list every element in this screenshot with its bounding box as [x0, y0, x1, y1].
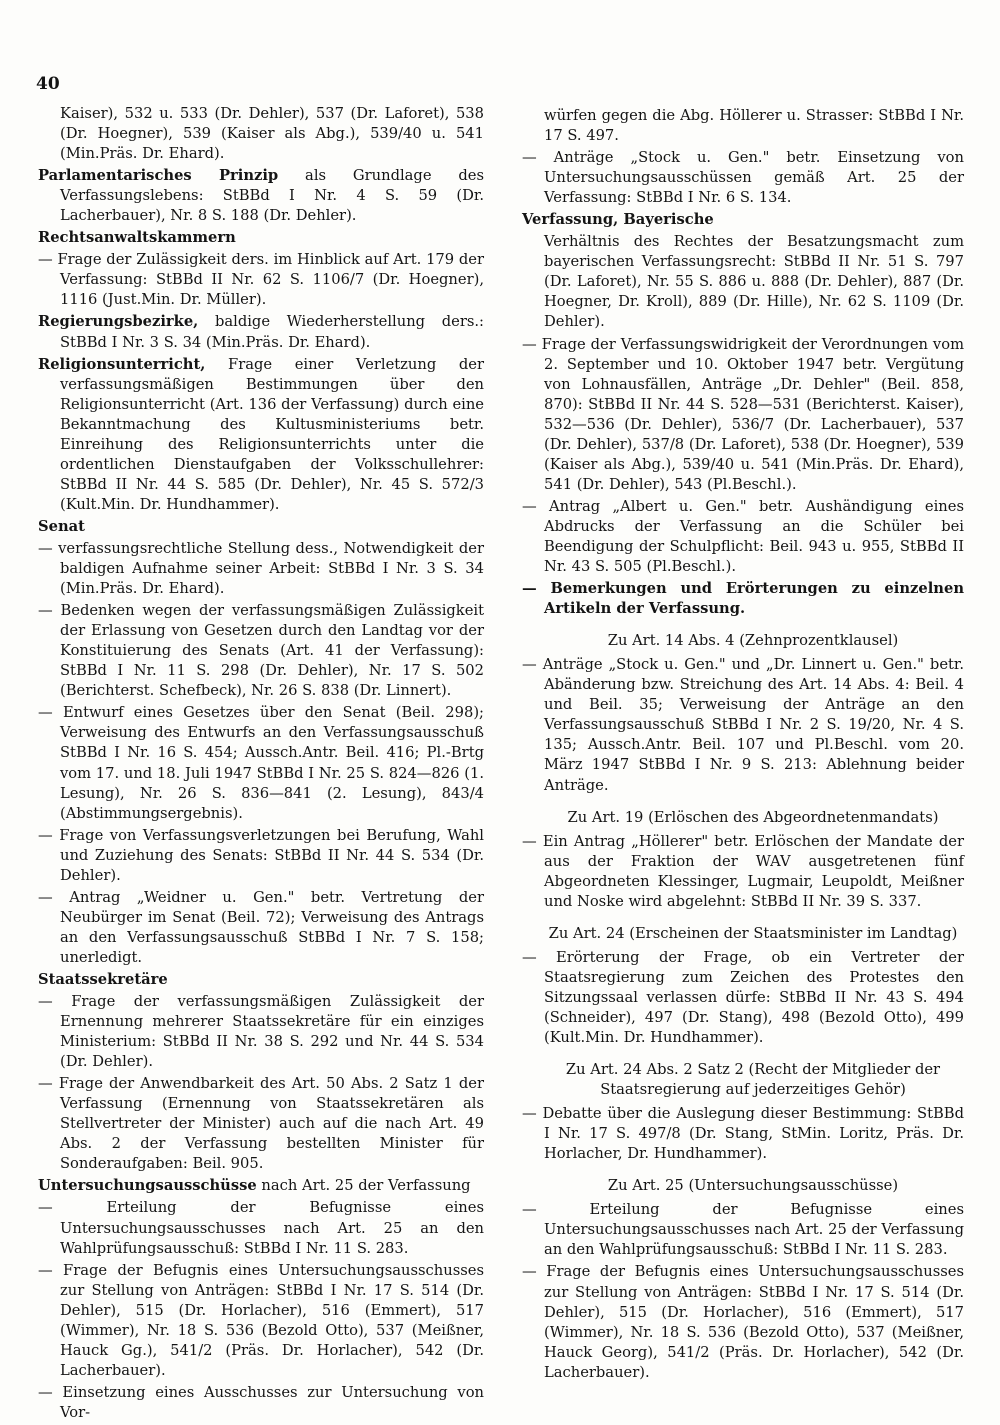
- sub-entry: — Anträge „Stock u. Gen." betr. Einsetzung von Untersuchungsausschüssen gemäß Art. 25 der Verfassung: StBBd I Nr. 6 S. 134.: [522, 149, 964, 207]
- sub-entry: — Frage von Verfassungsverletzungen bei Berufung, Wahl und Zuziehung des Senats: StBBd II Nr. 44 S. 534 (Dr. Dehler).: [38, 826, 484, 884]
- entry-text: baldige Wiederherstellung ders.: StBBd I Nr. 3 S. 34 (Min.Präs. Dr. Ehard).: [60, 313, 484, 351]
- entry-continuation: Kaiser), 532 u. 533 (Dr. Dehler), 537 (Dr. Laforet), 538 (Dr. Hoegner), 539 (Kaiser als Abg.), 539/40 u. 541 (Min.Präs. Dr. Ehard).: [60, 105, 484, 163]
- entry-heading-verfassung: Verfassung, Bayerische: [522, 211, 714, 229]
- sub-entry: — Entwurf eines Gesetzes über den Senat (Beil. 298); Verweisung des Entwurfs an den Verfassungsausschuß StBBd I Nr. 16 S. 454; Aussch.Antr. Beil. 416; Pl.-Brtg vom 17. und 18. Juli 1947 StBBd I Nr. 25 S. 824—826 (1. Lesung), Nr. 26 S. 836—841 (2. Lesung), 843/4 (Abstimmungsergebnis).: [38, 704, 484, 822]
- sub-entry: — Frage der Befugnis eines Untersuchungsausschusses zur Stellung von Anträgen: StBBd I Nr. 17 S. 514 (Dr. Dehler), 515 (Dr. Horlacher), 516 (Emmert), 517 (Wimmer), Nr. 18 S. 536 (Bezold Otto), 537 (Meißner, Hauck Georg), 541/2 (Präs. Dr. Horlacher), 542 (Dr. Lacherbauer).: [522, 1263, 964, 1381]
- entry-heading-senat: Senat: [38, 517, 85, 535]
- sub-entry: — Anträge „Stock u. Gen." und „Dr. Linnert u. Gen." betr. Abänderung bzw. Streichung des Art. 14 Abs. 4: Beil. 4 und Beil. 35; Verweisung der Anträge an den Verfassungsausschuß StBBd I Nr. 2 S. 19/20, Nr. 4 S. 135; Aussch.Antr. Beil. 107 und Pl.Beschl. vom 20. März 1947 StBBd I Nr. 9 S. 213: Ablehnung beider Anträge.: [522, 656, 964, 794]
- sub-entry: — Bedenken wegen der verfassungsmäßigen Zulässigkeit der Erlassung von Gesetzen durch den Landtag vor der Konstituierung des Senats (Art. 41 der Verfassung): StBBd I Nr. 11 S. 298 (Dr. Dehler), Nr. 17 S. 502 (Berichterst. Schefbeck), Nr. 26 S. 838 (Dr. Linnert).: [38, 602, 484, 700]
- sub-entry: — Antrag „Weidner u. Gen." betr. Vertretung der Neubürger im Senat (Beil. 72); Verweisung des Antrags an den Verfassungsausschuß StBBd I Nr. 7 S. 158; unerledigt.: [38, 888, 484, 966]
- section-title: Zu Art. 24 Abs. 2 Satz 2 (Recht der Mitglieder der Staatsregierung auf jederzeitiges Gehör): [565, 1061, 941, 1099]
- sub-entry: — Einsetzung eines Ausschusses zur Untersuchung von Vor-: [38, 1383, 484, 1421]
- left-column: [38, 104, 484, 1425]
- entry-text: Frage einer Verletzung der verfassungsmäßigen Bestimmungen über den Religionsunterricht (Art. 136 der Verfassung) durch eine Bekanntmachung des Kultusministeriums betr. Einreihung des Religionsunterrichts unter die ordentlichen Dienstaufgaben der Volksschullehrer: StBBd II Nr. 44 S. 585 (Dr. Dehler), Nr. 45 S. 572/3 (Kult.Min. Dr. Hundhammer).: [60, 355, 484, 513]
- sub-entry: — Erteilung der Befugnisse eines Untersuchungsausschusses nach Art. 25 der Verfassung an den Wahlprüfungsausschuß: StBBd I Nr. 11 S. 283.: [522, 1201, 964, 1259]
- entry-heading: Untersuchungsausschüsse: [38, 1177, 257, 1195]
- sub-entry: — Frage der Verfassungswidrigkeit der Verordnungen vom 2. September und 10. Oktober 1947 betr. Vergütung von Lohnausfällen, Anträge „Dr. Dehler" (Beil. 858, 870): StBBd II Nr. 44 S. 528—531 (Berichterst. Kaiser), 532—536 (Dr. Dehler), 536/7 (Dr. Lacherbauer), 537 (Dr. Dehler), 537/8 (Dr. Laforet), 538 (Dr. Hoegner), 539 (Kaiser als Abg.), 539/40 u. 541 (Min.Präs. Dr. Ehard), 541 (Dr. Dehler), 543 (Pl.Beschl.).: [522, 335, 964, 493]
- sub-entry: — Frage der Anwendbarkeit des Art. 50 Abs. 2 Satz 1 der Verfassung (Ernennung von Staatssekretären als Stellvertreter der Minister) auch auf die nach Art. 49 Abs. 2 der Verfassung bestellten Minister für Sonderaufgaben: Beil. 905.: [38, 1075, 484, 1173]
- section-title: Zu Art. 14 Abs. 4 (Zehnprozentklausel): [607, 632, 899, 650]
- entry-text: als Grundlage des Verfassungslebens: StBBd I Nr. 4 S. 59 (Dr. Lacherbauer), Nr. 8 S. 188 (Dr. Dehler).: [60, 167, 484, 225]
- page-number: 40: [36, 74, 60, 94]
- sub-entry: — Antrag „Albert u. Gen." betr. Aushändigung eines Abdrucks der Verfassung an die Schüler bei Beendigung der Schulpflicht: Beil. 943 u. 955, StBBd II Nr. 43 S. 505 (Pl.Beschl.).: [522, 497, 964, 576]
- sub-entry: — Debatte über die Auslegung dieser Bestimmung: StBBd I Nr. 17 S. 497/8 (Dr. Stang, StMin. Loritz, Präs. Dr. Horlacher, Dr. Hundhammer).: [522, 1105, 964, 1163]
- entry-text: Verhältnis des Rechtes der Besatzungsmacht zum bayerischen Verfassungsrecht: StBBd II Nr. 51 S. 797 (Dr. Laforet), Nr. 55 S. 886 u. 888 (Dr. Dehler), 887 (Dr. Hoegner, Dr. Kroll), 889 (Dr. Hille), Nr. 62 S. 1109 (Dr. Dehler).: [544, 233, 964, 331]
- entry-religionsunterricht: [38, 355, 484, 515]
- section-title: Zu Art. 19 (Erlöschen des Abgeordnetenmandats): [567, 808, 939, 826]
- section-title: Zu Art. 25 (Untersuchungsausschüsse): [607, 1177, 899, 1195]
- sub-entry: — Ein Antrag „Höllerer" betr. Erlöschen der Mandate der aus der Fraktion der WAV ausgetretenen fünf Abgeordneten Klessinger, Lugmair, Leupoldt, Meißner und Noske wird abgelehnt: StBBd II Nr. 39 S. 337.: [522, 832, 964, 910]
- entry-heading: Parlamentarisches Prinzip: [38, 167, 279, 185]
- entry-heading-staatssekretaere: Staatssekretäre: [38, 970, 168, 988]
- sub-entry: — Frage der verfassungsmäßigen Zulässigkeit der Ernennung mehrerer Staatssekretäre für ein einziges Ministerium: StBBd II Nr. 38 S. 292 und Nr. 44 S. 534 (Dr. Dehler).: [38, 993, 484, 1071]
- entry-continuation: würfen gegen die Abg. Höllerer u. Strasser: StBBd I Nr. 17 S. 497.: [544, 107, 964, 145]
- entry-heading: Regierungsbezirke,: [38, 313, 199, 331]
- entry-untersuchungsausschuesse: [38, 1176, 484, 1196]
- sub-entry: — verfassungsrechtliche Stellung dess., Notwendigkeit der baldigen Aufnahme seiner Arbeit: StBBd I Nr. 3 S. 34 (Min.Präs. Dr. Ehard).: [38, 539, 484, 598]
- entry-parlamentarisches-prinzip: [38, 166, 484, 226]
- sub-entry: — Erörterung der Frage, ob ein Vertreter der Staatsregierung zum Zeichen des Protestes den Sitzungssaal verlassen dürfe: StBBd II Nr. 43 S. 494 (Schneider), 497 (Dr. Stang), 498 (Bezold Otto), 499 (Kult.Min. Dr. Hundhammer).: [522, 948, 964, 1047]
- entry-regierungsbezirke: [38, 312, 484, 352]
- entry-heading-rechtsanwaltskammern: Rechtsanwaltskammern: [38, 229, 236, 247]
- sub-entry: — Frage der Befugnis eines Untersuchungsausschusses zur Stellung von Anträgen: StBBd I Nr. 17 S. 514 (Dr. Dehler), 515 (Dr. Horlacher), 516 (Emmert), 517 (Wimmer), Nr. 18 S. 536 (Bezold Otto), 537 (Meißner, Hauck Gg.), 541/2 (Präs. Dr. Horlacher), 542 (Dr. Lacherbauer).: [38, 1261, 484, 1379]
- sub-entry: — Erteilung der Befugnisse eines Untersuchungsausschusses nach Art. 25 an den Wahlprüfungsausschuß: StBBd I Nr. 11 S. 283.: [38, 1199, 484, 1257]
- section-title: Zu Art. 24 (Erscheinen der Staatsminister im Landtag): [548, 924, 958, 942]
- sub-entry-heading: — Bemerkungen und Erörterungen zu einzelnen Artikeln der Verfassung.: [522, 580, 964, 618]
- entry-text: nach Art. 25 der Verfassung: [256, 1177, 471, 1195]
- entry-heading: Religionsunterricht,: [38, 355, 206, 373]
- right-column: [522, 106, 964, 1385]
- sub-entry: — Frage der Zulässigkeit ders. im Hinblick auf Art. 179 der Verfassung: StBBd II Nr. 62 S. 1106/7 (Dr. Hoegner), 1116 (Just.Min. Dr. Müller).: [38, 251, 484, 309]
